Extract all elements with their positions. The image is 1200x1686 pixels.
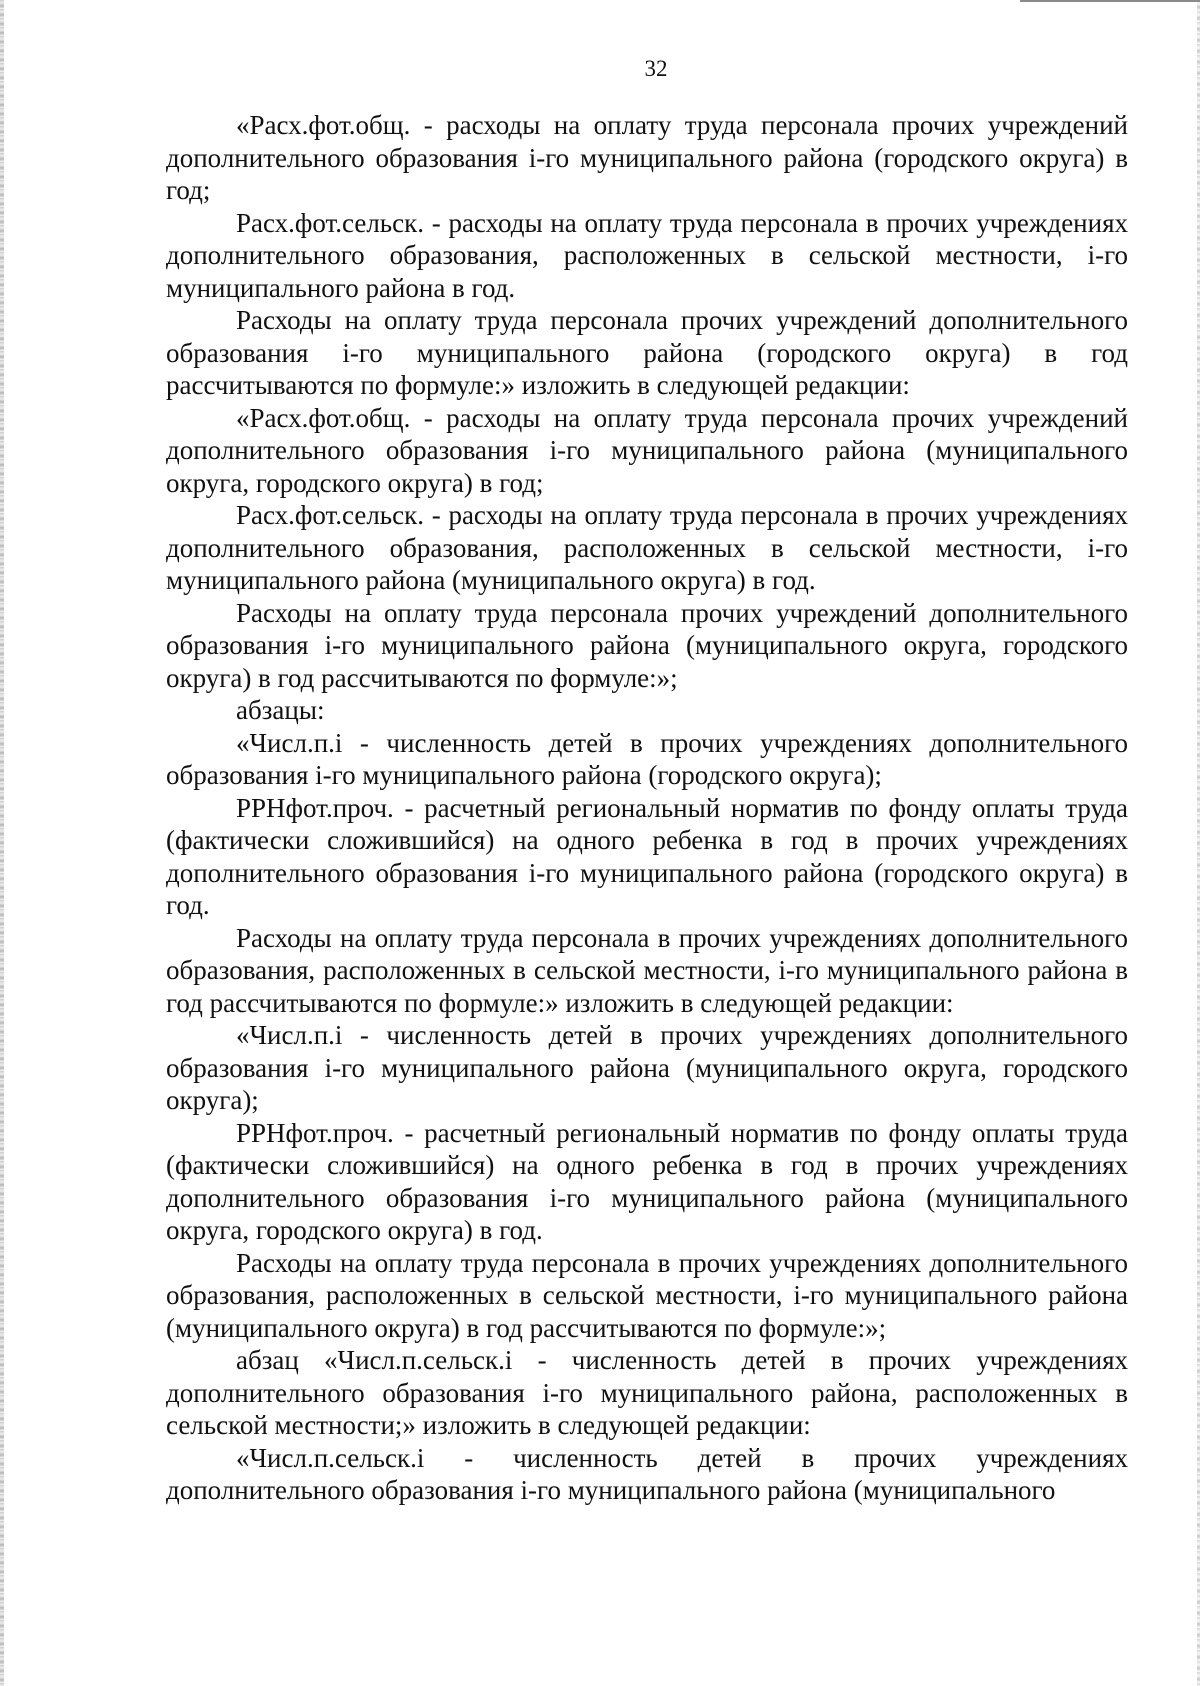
paragraph: Расходы на оплату труда персонала в прочих учреждениях дополнительного образования, расположенных в сельской местности, i-го муниципального района (муниципального округа) в год рассчитываются по формуле:»;: [166, 1247, 1128, 1343]
paragraph: РРНфот.проч. - расчетный региональный норматив по фонду оплаты труда (фактически сложившийся) на одного ребенка в год в прочих учреждениях дополнительного образования i-го муниципального района (муниципального округа, городского округа) в год.: [166, 1117, 1128, 1245]
scan-top-rule: [1020, 0, 1200, 2]
paragraph: «Расх.фот.общ. - расходы на оплату труда персонала прочих учреждений дополнительного образования i-го муниципального района (городского округа) в год;: [166, 110, 1128, 205]
paragraph: абзац «Числ.п.сельск.i - численность детей в прочих учреждениях дополнительного образования i-го муниципального района, расположенных в сельской местности;» изложить в следующей редакции:: [166, 1345, 1128, 1440]
paragraph: РРНфот.проч. - расчетный региональный норматив по фонду оплаты труда (фактически сложившийся) на одного ребенка в год в прочих учреждениях дополнительного образования i-го муниципального района (городского округа) в год.: [166, 792, 1128, 920]
paragraph: «Числ.п.i - численность детей в прочих учреждениях дополнительного образования i-го муниципального района (муниципального округа, городского округа);: [166, 1020, 1128, 1115]
paragraph: «Числ.п.i - численность детей в прочих учреждениях дополнительного образования i-го муниципального района (городского округа);: [166, 727, 1128, 790]
paragraph: Расходы на оплату труда персонала прочих учреждений дополнительного образования i-го муниципального района (городского округа) в год рассчитываются по формуле:» изложить в следующей редакции:: [166, 305, 1128, 400]
scan-edge-left: [0, 0, 4, 1686]
paragraph: «Расх.фот.общ. - расходы на оплату труда персонала прочих учреждений дополнительного образования i-го муниципального района (муниципального округа, городского округа) в год;: [166, 402, 1128, 498]
paragraph: Расходы на оплату труда персонала прочих учреждений дополнительного образования i-го муниципального района (муниципального округа, городского округа) в год рассчитываются по формуле:»;: [166, 597, 1128, 693]
paragraph: Расх.фот.сельск. - расходы на оплату труда персонала в прочих учреждениях дополнительного образования, расположенных в сельской местности, i-го муниципального района (муниципального округа) в год.: [166, 500, 1128, 595]
paragraph: Расх.фот.сельск. - расходы на оплату труда персонала в прочих учреждениях дополнительного образования, расположенных в сельской местности, i-го муниципального района в год.: [166, 207, 1128, 303]
paragraph: Расходы на оплату труда персонала в прочих учреждениях дополнительного образования, расположенных в сельской местности, i-го муниципального района в год рассчитываются по формуле:» изложить в следующей редакции:: [166, 922, 1128, 1018]
paragraph: абзацы:: [236, 695, 325, 725]
paragraph: «Числ.п.сельск.i - численность детей в прочих учреждениях дополнительного образования i-го муниципального района (муниципального: [166, 1442, 1128, 1505]
page-number: 32: [644, 56, 668, 81]
document-body: [166, 109, 1128, 1507]
